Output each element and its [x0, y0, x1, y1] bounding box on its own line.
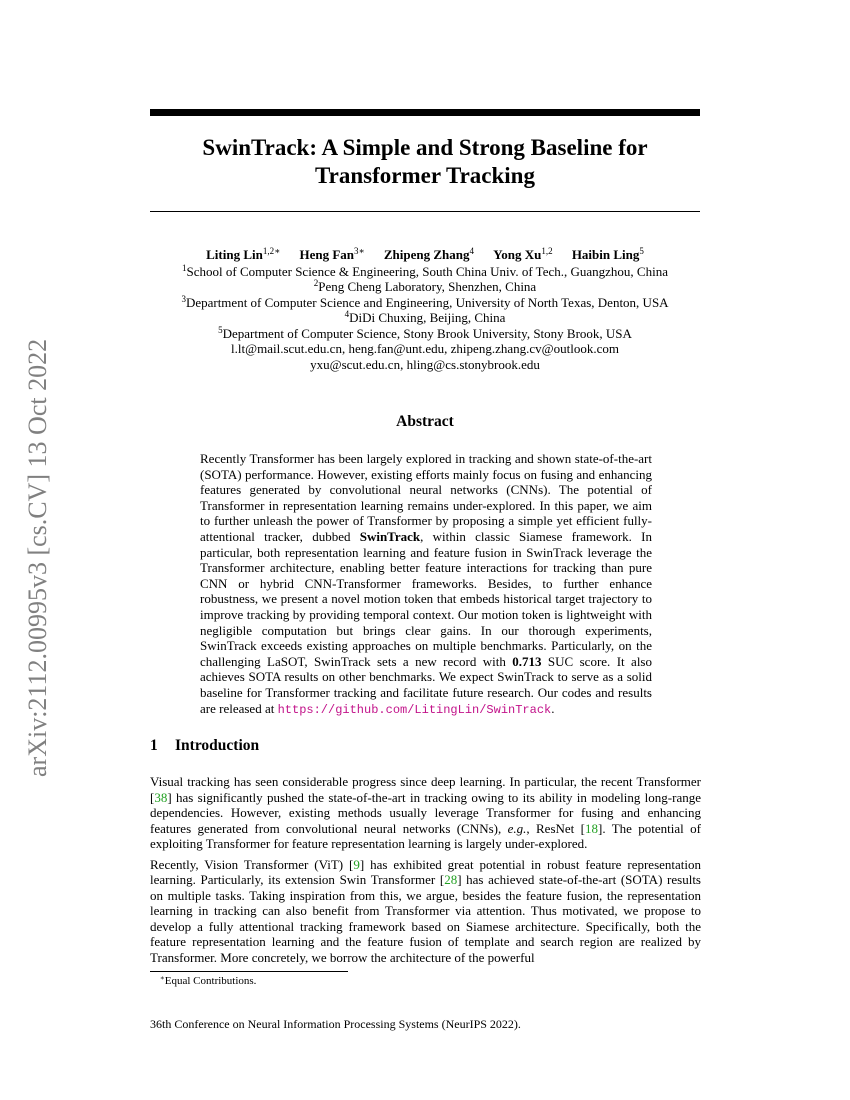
swintrack-bold: SwinTrack	[359, 528, 421, 544]
author: Heng Fan$^{3∗}$	[299, 246, 365, 262]
paper-title	[150, 134, 700, 190]
section-heading	[150, 737, 700, 755]
abstract-text: Recently Transformer has been largely explored in tracking and shown state-of-the-art (SOTA) performance. However, existing efforts mainly focus on fusing and enhancing features generated by convolutional neural networks (CNNs). The potential of Transformer in representation learning remains under-explored. In this paper, we aim to further unleash the power of Transformer by proposing a simple yet efficient fully-attentional tracker, dubbed SwinTrack, within classic Siamese framework. In particular, both representation learning and feature fusion in SwinTrack leverage the Transformer architecture, enabling better feature interactions for tracking than pure CNN or hybrid CNN-Transformer frameworks. Besides, to further enhance robustness, we present a novel motion token that embeds historical target trajectory to improve tracking by providing temporal context. Our motion token is lightweight with negligible computation but brings clear gains. In our thorough experiments, SwinTrack exceeds existing approaches on multiple benchmarks. Particularly, on the challenging LaSOT, SwinTrack sets a new record with 0.713 SUC score. It also achieves SOTA results on other benchmarks. We expect SwinTrack to serve as a solid baseline for Transformer tracking and facilitate future research. Our codes and results are released at https://github.com/LitingLin/SwinTrack.	[200, 451, 652, 717]
author-list	[100, 247, 750, 263]
abstract-heading: Abstract	[396, 413, 454, 430]
affiliation: $^3$Department of Computer Science and Engineering, University of North Texas, Denton, USA	[181, 293, 669, 310]
section-number: 1	[150, 737, 158, 754]
affiliation: $^5$Department of Computer Science, Stony Brook University, Stony Brook, USA	[218, 324, 632, 341]
title-line-1: SwinTrack: A Simple and Strong Baseline for	[202, 135, 648, 160]
citation-link[interactable]: 18	[585, 820, 598, 836]
arxiv-watermark: arXiv:2112.00995v3 [cs.CV] 13 Oct 2022	[23, 338, 52, 777]
author: Yong Xu$^{1,2}$	[493, 246, 553, 262]
paragraph: Recently, Vision Transformer (ViT) [9] has exhibited great potential in robust feature representation learning. Particularly, its extension Swin Transformer [28] has achieved state-of-the-art (SOTA) results on multiple tasks. Taking inspiration from this, we argue, besides the feature fusion, the representation learning in tracking can also benefit from Transformer via attention. Thus motivated, we propose to develop a fully attentional tracking framework based on Siamese architecture. Specifically, both the feature representation learning and the feature fusion of template and search region are realized by Transformer. More concretely, we borrow the architecture of the powerful	[150, 856, 701, 965]
author: Liting Lin$^{1,2∗}$	[206, 246, 281, 262]
conference-note: 36th Conference on Neural Information Processing Systems (NeurIPS 2022).	[150, 1017, 521, 1031]
author: Haibin Ling$^5$	[571, 246, 644, 262]
footnote-rule	[150, 971, 348, 972]
author: Zhipeng Zhang$^4$	[383, 246, 475, 262]
score-bold: 0.713	[512, 653, 542, 669]
paragraph: Visual tracking has seen considerable progress since deep learning. In particular, the recent Transformer [38] has significantly pushed the state-of-the-art in tracking owing to its ability in modeling long-range dependencies. However, existing methods usually leverage Transformer for fusing and enhancing features generated from convolutional neural networks (CNNs), e.g., ResNet [18]. The potential of exploiting Transformer for feature representation learning is largely under-explored.	[150, 774, 701, 851]
title-top-rule	[150, 109, 700, 116]
introduction-body	[150, 774, 701, 970]
citation-link[interactable]: 38	[154, 789, 168, 805]
section-title: Introduction	[175, 737, 260, 754]
affiliation: $^1$School of Computer Science & Engineering, South China Univ. of Tech., Guangzhou, China	[182, 262, 668, 279]
citation-link[interactable]: 9	[353, 856, 360, 872]
code-link[interactable]: https://github.com/LitingLin/SwinTrack	[277, 702, 552, 717]
email-line: l.lt@mail.scut.edu.cn, heng.fan@unt.edu, zhipeng.zhang.cv@outlook.com	[231, 341, 619, 356]
footnote: ∗Equal Contributions.	[160, 974, 257, 987]
email-line: yxu@scut.edu.cn, hling@cs.stonybrook.edu	[310, 356, 540, 372]
affiliation: $^4$DiDi Chuxing, Beijing, China	[344, 309, 506, 325]
title-line-2: Transformer Tracking	[315, 163, 535, 188]
title-bottom-rule	[150, 211, 700, 212]
citation-link[interactable]: 28	[444, 872, 458, 887]
affiliation: $^2$Peng Cheng Laboratory, Shenzhen, China	[313, 278, 537, 294]
author-block	[100, 247, 750, 372]
